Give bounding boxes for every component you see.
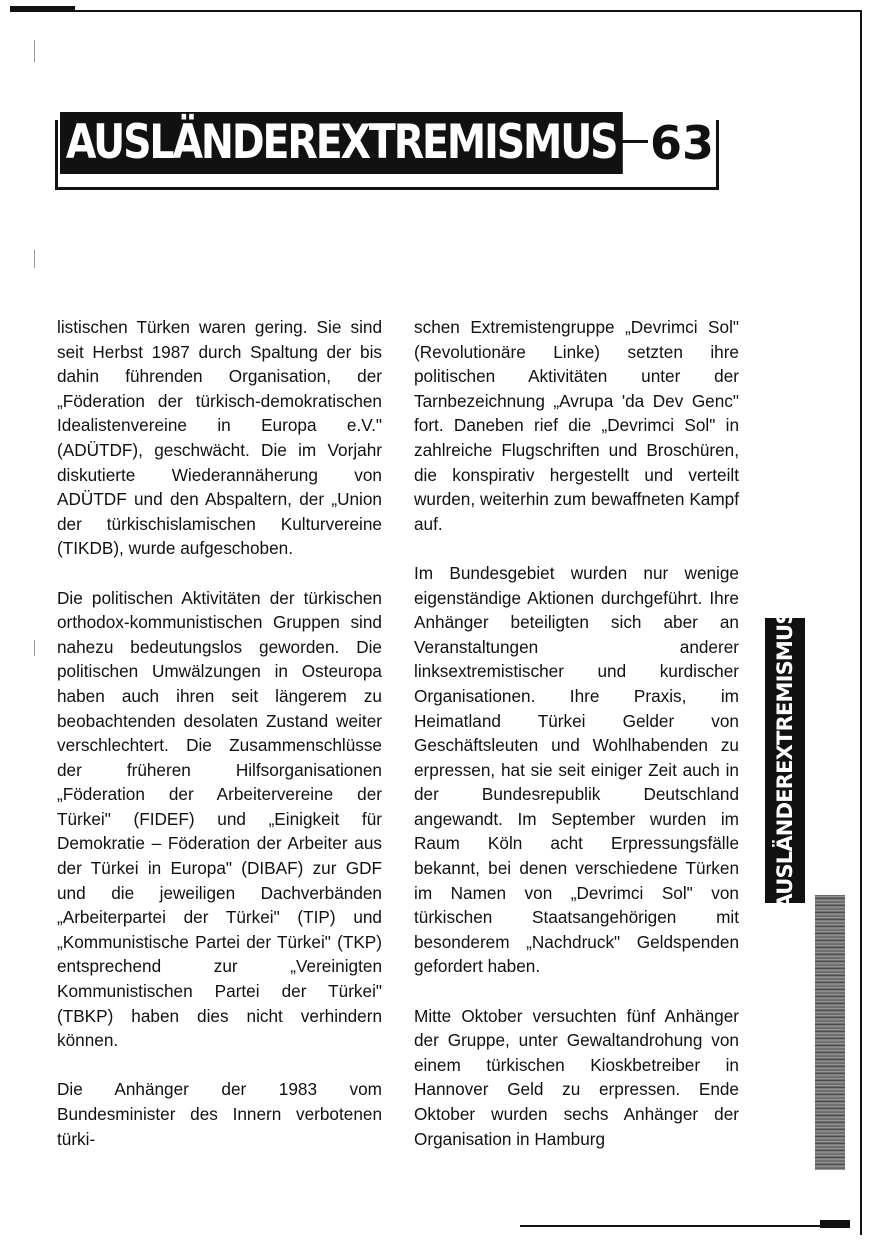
page-title: AUSLÄNDEREXTREMISMUS [60,112,622,174]
text-column-left [57,315,382,1176]
margin-mark [34,40,35,62]
paragraph: listischen Türken waren gering. Sie sind seit Herbst 1987 durch Spaltung der bis dahin führenden Organisation, der „Föderation der türkisch-demokratischen Idealistenvereine in Europa e.V." (ADÜTDF), geschwächt. Die im Vorjahr diskutierte Wiederannäherung von ADÜTDF und den Abspaltern, der „Union der türkischislamischen Kulturvereine (TIKDB), wurde aufgeschoben. [57,317,382,559]
right-rule [860,10,862,1235]
thumb-index-strip [815,895,845,1170]
paragraph: schen Extremistengruppe „Devrimci Sol" (Revolutionäre Linke) setzten ihre politischen Aktivitäten unter der Tarnbezeichnung „Avrupa 'da Dev Genc" fort. Daneben rief die „Devrimci Sol" in zahlreiche Flugschriften und Broschüren, die konspirativ hergestellt und verteilt wurden, weiterhin zum bewaffneten Kampf auf. [414,317,739,534]
paragraph: Im Bundesgebiet wurden nur wenige eigenständige Aktionen durchgeführt. Ihre Anhänger beteiligten sich aber an Veranstaltungen anderer linksextremistischer und kurdischer Organisationen. Ihre Praxis, im Heimatland Türkei Gelder von Geschäftsleuten und Wohlhabenden zu erpressen, hat sie seit einiger Zeit auch in der Bundesrepublik Deutschland angewandt. Im September wurden im Raum Köln acht Erpressungsfälle bekannt, bei denen verschiedene Türken im Namen von „Devrimci Sol" von türkischen Staatsangehörigen mit besonderem „Nachdruck" Geldspenden gefordert haben. [414,562,739,977]
margin-mark [34,640,35,656]
paragraph: Die politischen Aktivitäten der türkischen orthodox-kommunistischen Gruppen sind nahezu bedeutungslos geworden. Die politischen Umwälzungen in Osteuropa haben auch ihren seit längerem zu beobachtenden desolaten Zustand weiter verschlechtert. Die Zusammenschlüsse der früheren Hilfsorganisationen „Föderation der Arbeitervereine der Türkei" (FIDEF) und „Einigkeit für Demokratie – Föderation der Arbeiter aus der Türkei in Europa" (DIBAF) zur GDF und die jeweiligen Dachverbänden „Arbeiterpartei der Türkei" (TIP) und „Kommunistische Partei der Türkei" (TKP) entsprechend zur „Vereinigten Kommunistischen Partei der Türkei" (TBKP) haben dies nicht verhindern können. [57,587,382,1051]
bottom-corner-mark [820,1220,850,1228]
page-number: 63 [648,112,716,174]
paragraph: Die Anhänger der 1983 vom Bundesminister des Innern verbotenen türki- [57,1079,382,1149]
margin-mark [34,250,35,268]
section-tab-label: AUSLÄNDEREXTREMISMUS [773,610,797,910]
top-rule [30,10,862,12]
text-column-right [414,315,739,1176]
paragraph: Mitte Oktober versuchten fünf Anhänger der Gruppe, unter Gewaltandrohung von einem türkischen Kioskbetreiber in Hannover Geld zu erpressen. Ende Oktober wurden sechs Anhänger der Organisation in Hamburg [414,1005,739,1149]
bottom-rule [520,1225,830,1227]
